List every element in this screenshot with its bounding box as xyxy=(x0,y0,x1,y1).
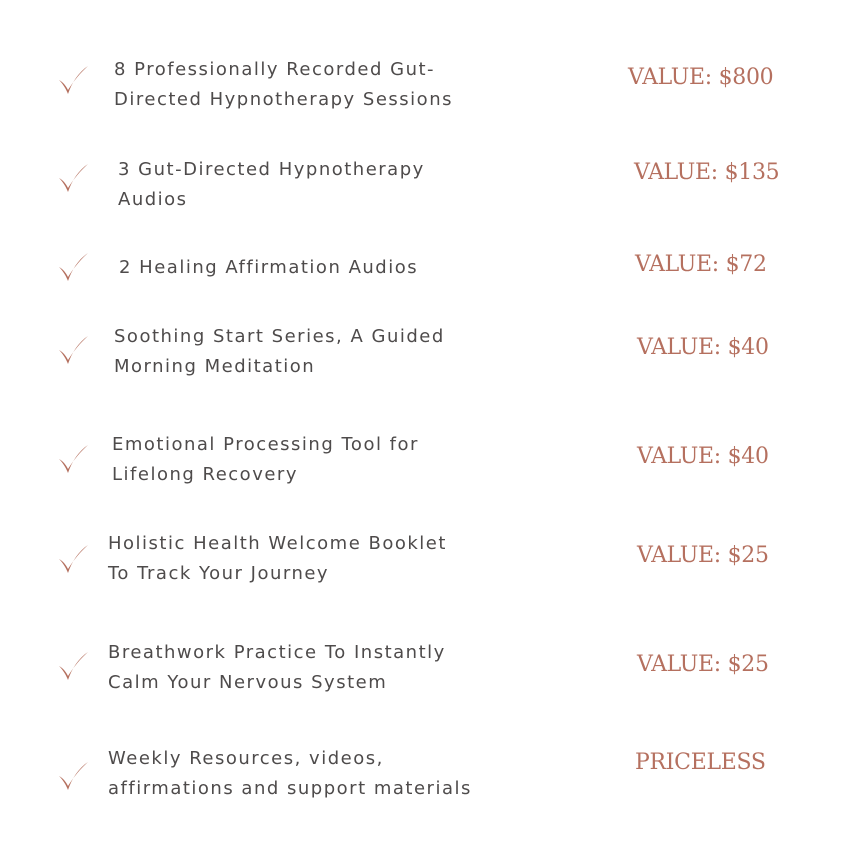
item-description: Soothing Start Series, A Guided Morning Meditation xyxy=(114,326,445,377)
checkmark-icon xyxy=(56,162,90,196)
item-value: PRICELESS xyxy=(635,750,766,775)
item-value: VALUE: $72 xyxy=(635,252,767,277)
item-description: 3 Gut-Directed Hypnotherapy Audios xyxy=(118,159,425,210)
item-description: Emotional Processing Tool for Lifelong Recovery xyxy=(112,434,419,485)
checkmark-icon xyxy=(56,543,90,577)
checkmark-icon xyxy=(56,443,90,477)
checkmark-icon xyxy=(56,334,90,368)
checkmark-icon xyxy=(56,650,90,684)
item-value: VALUE: $800 xyxy=(628,65,774,90)
item-value: VALUE: $25 xyxy=(637,652,769,677)
checkmark-icon xyxy=(56,760,90,794)
checkmark-icon xyxy=(56,64,90,98)
item-value: VALUE: $135 xyxy=(634,160,780,185)
item-description: 8 Professionally Recorded Gut- Directed Hypnotherapy Sessions xyxy=(114,59,453,110)
item-description: Holistic Health Welcome Booklet To Track Your Journey xyxy=(108,533,447,584)
item-value: VALUE: $40 xyxy=(637,335,769,360)
item-description: Weekly Resources, videos, affirmations and support materials xyxy=(108,748,472,799)
item-description: Breathwork Practice To Instantly Calm Your Nervous System xyxy=(108,642,446,693)
checkmark-icon xyxy=(56,251,90,285)
item-description: 2 Healing Affirmation Audios xyxy=(119,257,419,278)
item-value: VALUE: $25 xyxy=(637,543,769,568)
item-value: VALUE: $40 xyxy=(637,444,769,469)
